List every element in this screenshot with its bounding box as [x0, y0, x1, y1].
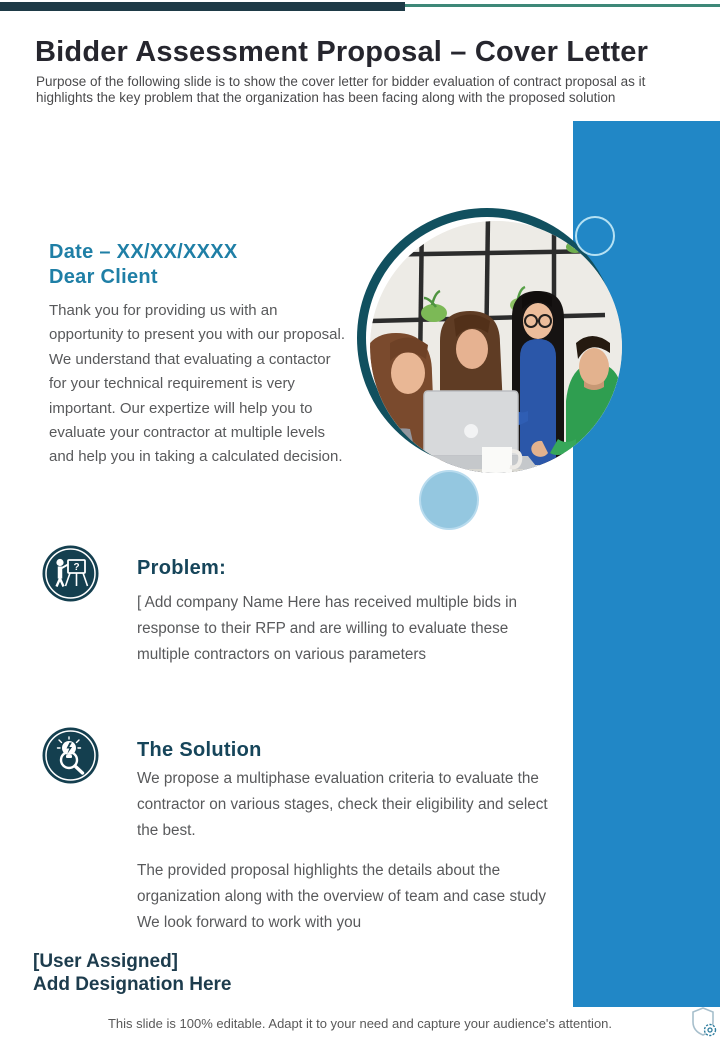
solution-icon-circle	[42, 727, 99, 784]
footer-note: This slide is 100% editable. Adapt it to your need and capture your audience's attention.	[107, 1016, 613, 1031]
solution-body-2: The provided proposal highlights the details about the organization along with the overview of team and case study We look forward to work with you	[137, 862, 547, 931]
page-title: Bidder Assessment Proposal – Cover Letter	[35, 36, 649, 68]
decor-filled-circle	[419, 470, 479, 530]
signature-name: [User Assigned]	[33, 951, 178, 972]
decor-outline-circle	[575, 216, 615, 256]
letter-date-salutation	[49, 240, 238, 290]
page-subtitle: Purpose of the following slide is to show the cover letter for bidder evaluation of contract proposal as it highlights the key problem that the organization has been facing along with the proposed solution	[36, 74, 646, 105]
shield-gear-icon	[690, 1006, 718, 1038]
svg-text:?: ?	[73, 562, 80, 573]
letter-intro-paragraph: Thank you for providing us with an opportunity to present you with our proposal. We understand that evaluating a contactor for your technical requirement is very important. Our expertize will help you to evaluate your contractor at multiple levels and help you in taking a calculated decision.	[49, 302, 346, 466]
salutation: Dear Client	[49, 266, 158, 288]
bulb-magnifier-icon	[42, 727, 99, 784]
signature-designation: Add Designation Here	[33, 974, 232, 995]
date-line: Date – XX/XX/XXXX	[49, 241, 238, 263]
top-bar-green-line	[405, 4, 720, 7]
signature-block	[33, 950, 231, 996]
team-photo	[370, 221, 622, 473]
problem-icon-circle	[42, 545, 99, 602]
problem-heading: Problem:	[137, 557, 227, 579]
team-photo-illustration	[370, 221, 622, 473]
solution-heading: The Solution	[137, 739, 262, 761]
problem-body: [ Add company Name Here has received multiple bids in response to their RFP and are willing to evaluate these multiple contractors on various parameters	[137, 594, 518, 663]
presenter-question-board-icon	[42, 545, 99, 602]
solution-body-1: We propose a multiphase evaluation criteria to evaluate the contractor on various stages, check their eligibility and select the best.	[137, 770, 548, 839]
top-bar-dark	[0, 2, 405, 11]
